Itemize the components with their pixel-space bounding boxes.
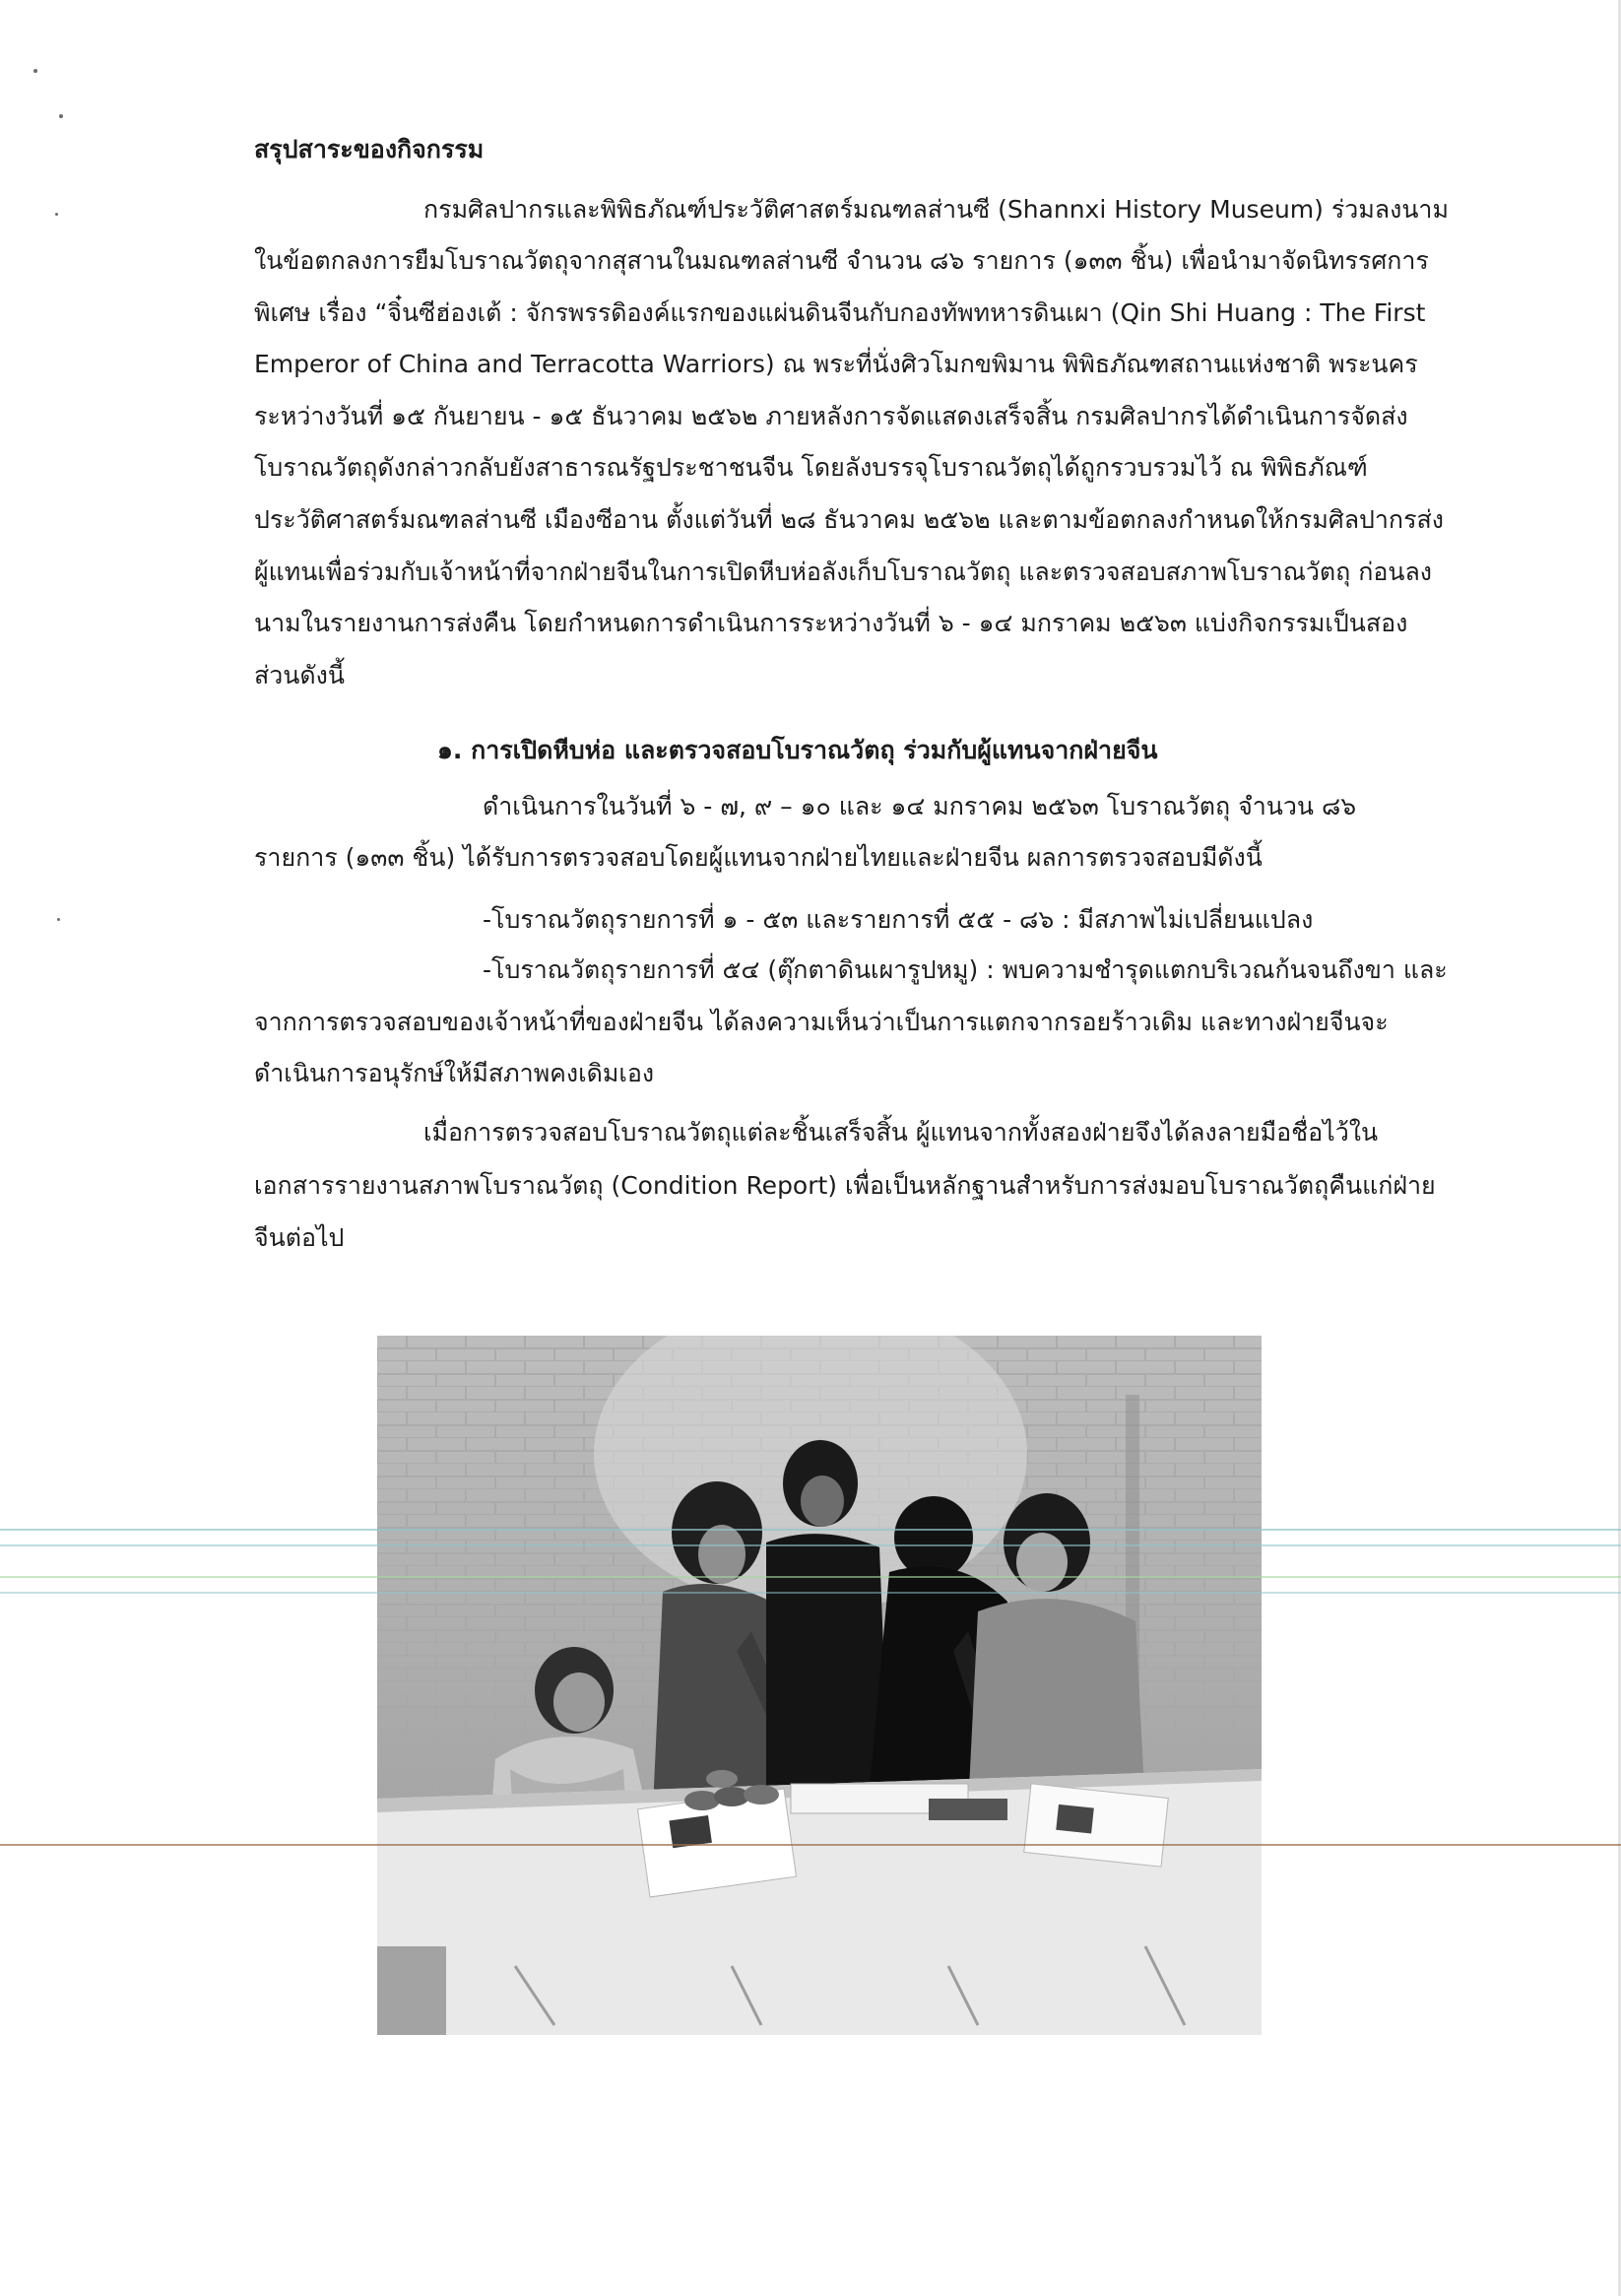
intro-line: ระหว่างวันที่ ๑๕ กันยายน - ๑๕ ธันวาคม ๒๕๖๒ ภายหลังการจัดแสดงเสร็จสิ้น กรมศิลปากรได้ดำเนินการจัดส่ง xyxy=(254,402,1408,430)
section-1-line: -โบราณวัตถุรายการที่ ๑ - ๕๓ และรายการที่ ๕๕ - ๘๖ : มีสภาพไม่เปลี่ยนแปลง xyxy=(483,905,1314,934)
document-sheet xyxy=(1024,1784,1169,1867)
intro-line: โบราณวัตถุดังกล่าวกลับยังสาธารณรัฐประชาชนจีน โดยลังบรรจุโบราณวัตถุได้ถูกรวบรวมไว้ ณ พิพิธภัณฑ์ xyxy=(254,453,1368,482)
section-1-line: ดำเนินการในวันที่ ๖ - ๗, ๙ – ๑๐ และ ๑๔ มกราคม ๒๕๖๓ โบราณวัตถุ จำนวน ๘๖ xyxy=(483,792,1357,820)
intro-line: Emperor of China and Terracotta Warriors) ณ พระที่นั่งศิวโมกขพิมาน พิพิธภัณฑสถานแห่งชาติ พระนคร xyxy=(254,350,1418,378)
section-1-line: -โบราณวัตถุรายการที่ ๕๔ (ตุ๊กตาดินเผารูปหมู) : พบความชำรุดแตกบริเวณก้นจนถึงขา และ xyxy=(483,955,1448,984)
scan-artifact-line xyxy=(0,1544,1621,1546)
section-1-line: เมื่อการตรวจสอบโบราณวัตถุแต่ละชิ้นเสร็จสิ้น ผู้แทนจากทั้งสองฝ่ายจึงได้ลงลายมือชื่อไว้ใน xyxy=(423,1118,1379,1147)
scan-speck xyxy=(59,114,63,118)
intro-line: ประวัติศาสตร์มณฑลส่านซี เมืองซีอาน ตั้งแต่วันที่ ๒๘ ธันวาคม ๒๕๖๒ และตามข้อตกลงกำหนดให้กรมศิลปากรส่ง xyxy=(254,505,1444,534)
scan-artifact-line xyxy=(0,1844,1621,1846)
scan-speck xyxy=(33,69,37,73)
section-1-title: ๑. การเปิดหีบห่อ และตรวจสอบโบราณวัตถุ ร่วมกับผู้แทนจากฝ่ายจีน xyxy=(437,736,1158,764)
intro-line: กรมศิลปากรและพิพิธภัณฑ์ประวัติศาสตร์มณฑลส่านซี (Shannxi History Museum) ร่วมลงนาม xyxy=(423,195,1449,224)
intro-line: ในข้อตกลงการยืมโบราณวัตถุจากสุสานในมณฑลส่านซี จำนวน ๘๖ รายการ (๑๓๓ ชิ้น) เพื่อนำมาจัดนิทรรศการ xyxy=(254,246,1429,275)
section-1-line: จีนต่อไป xyxy=(254,1223,345,1252)
scan-artifact-line xyxy=(0,1576,1621,1578)
scan-artifact-line xyxy=(0,1592,1621,1594)
scan-speck xyxy=(55,213,58,216)
section-1-line: ดำเนินการอนุรักษ์ให้มีสภาพคงเดิมเอง xyxy=(254,1059,655,1087)
intro-line: ส่วนดังนี้ xyxy=(254,661,345,689)
inspection-photo xyxy=(377,1336,1262,2035)
photo-drawing xyxy=(377,1336,1262,2035)
intro-line: นามในรายงานการส่งคืน โดยกำหนดการดำเนินการระหว่างวันที่ ๖ - ๑๔ มกราคม ๒๕๖๓ แบ่งกิจกรรมเป็นสอง xyxy=(254,609,1408,637)
scan-speck xyxy=(57,918,60,921)
section-1-line: จากการตรวจสอบของเจ้าหน้าที่ของฝ่ายจีน ได้ลงความเห็นว่าเป็นการแตกจากรอยร้าวเดิม และทางฝ่ายจีนจะ xyxy=(254,1008,1389,1036)
section-1-line: รายการ (๑๓๓ ชิ้น) ได้รับการตรวจสอบโดยผู้แทนจากฝ่ายไทยและฝ่ายจีน ผลการตรวจสอบมีดังนี้ xyxy=(254,843,1263,872)
section-heading: สรุปสาระของกิจกรรม xyxy=(254,135,485,164)
section-1-line: เอกสารรายงานสภาพโบราณวัตถุ (Condition Report) เพื่อเป็นหลักฐานสำหรับการส่งมอบโบราณวัตถุคืนแก่ฝ่าย xyxy=(254,1171,1436,1200)
scan-artifact-line xyxy=(0,1529,1621,1531)
intro-line: พิเศษ เรื่อง “จิ๋นซีฮ่องเต้ : จักรพรรดิองค์แรกของแผ่นดินจีนกับกองทัพทหารดินเผา (Qin Shi Huang : The First xyxy=(254,298,1426,327)
intro-line: ผู้แทนเพื่อร่วมกับเจ้าหน้าที่จากฝ่ายจีนในการเปิดหีบห่อลังเก็บโบราณวัตถุ และตรวจสอบสภาพโบราณวัตถุ ก่อนลง xyxy=(254,558,1433,586)
